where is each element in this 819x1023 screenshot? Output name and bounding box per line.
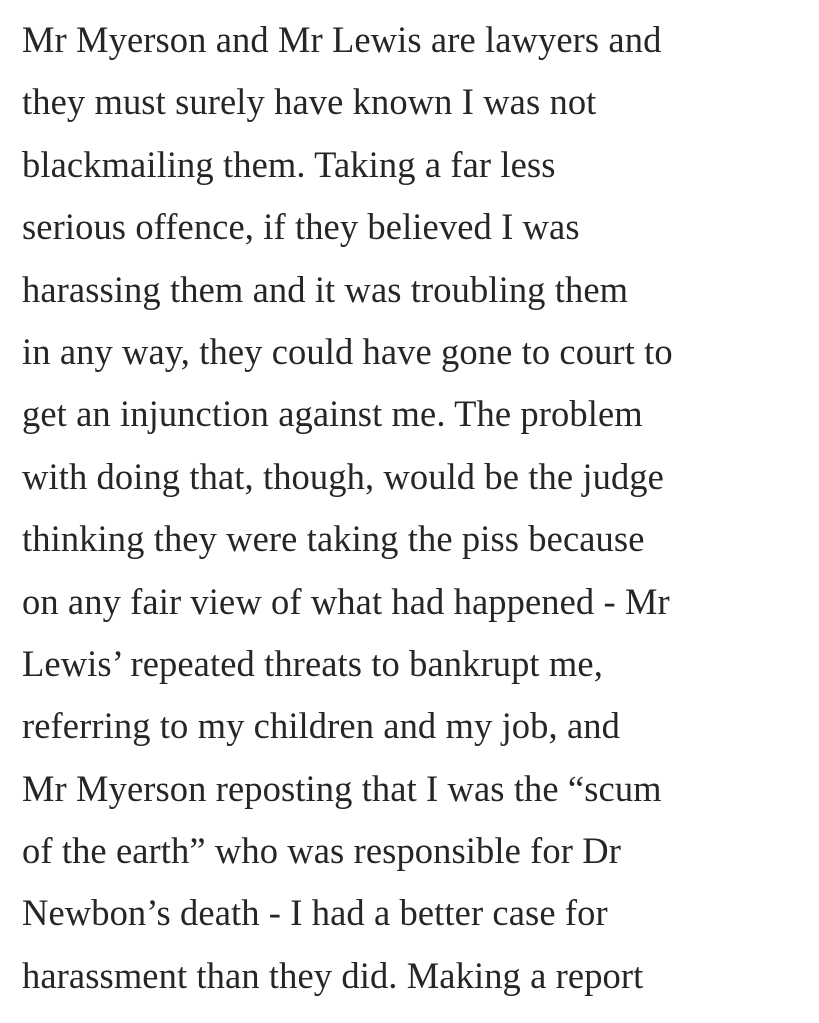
text-line: they must surely have known I was not [22,81,597,123]
text-line: harassing them and it was troubling them [22,268,629,310]
text-line: on any fair view of what had happened - Mr [22,580,670,622]
text-line: of the earth” who was responsible for Dr [22,830,621,872]
text-line: in any way, they could have gone to court to [22,330,673,372]
text-line: with doing that, though, would be the judge [22,455,664,497]
article-body [22,9,812,1007]
text-line: referring to my children and my job, and [22,705,620,747]
text-line: get an injunction against me. The problem [22,393,643,435]
text-line: Mr Myerson and Mr Lewis are lawyers and [22,19,662,60]
text-line: harassment than they did. Making a report [22,954,644,996]
text-line: Lewis’ repeated threats to bankrupt me, [22,642,603,684]
text-line: thinking they were taking the piss because [22,518,645,560]
text-line: Mr Myerson reposting that I was the “scum [22,767,662,809]
text-line: Newbon’s death - I had a better case for [22,892,608,934]
text-line: blackmailing them. Taking a far less [22,143,556,185]
text-line: serious offence, if they believed I was [22,206,580,248]
